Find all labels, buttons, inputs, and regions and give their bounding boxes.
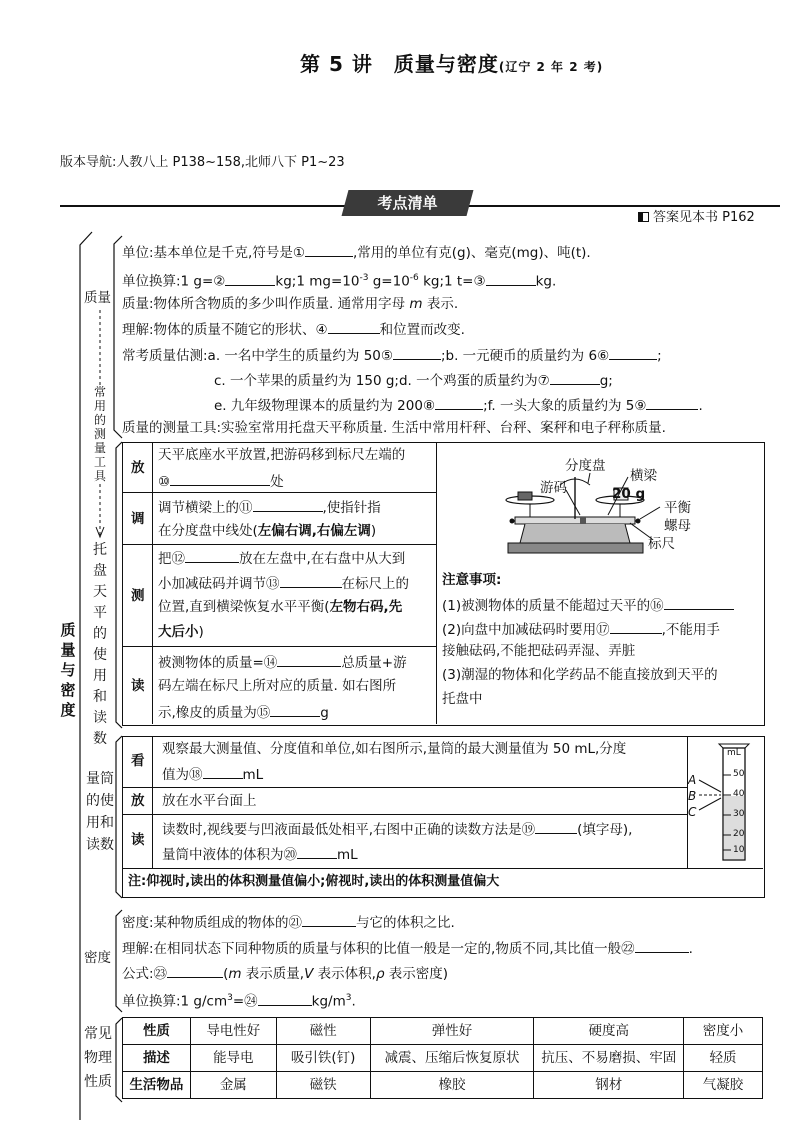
table-row [123, 1072, 763, 1099]
blank-3 [486, 272, 536, 286]
category-props: 常见物理性质 [84, 1026, 112, 1090]
cylinder-figure [685, 740, 763, 866]
step-place: 放 [131, 460, 145, 476]
density-formula: 公式:㉓ (m 表示质量,V 表示体积,ρ 表示密度) [122, 966, 449, 982]
category-cylinder: 量筒的使用和读数 [86, 771, 114, 853]
props-header: 导电性好 [190, 1018, 276, 1045]
cyl-tick-50: 50 [733, 769, 745, 779]
cyl-read-text-2: 量筒中液体的体积为⑳ mL [162, 847, 358, 863]
cyl-place-label: 放 [131, 793, 145, 809]
blank-20 [297, 845, 337, 859]
blank-15 [270, 703, 320, 717]
page-subtitle: (辽宁 2 年 2 考) [498, 60, 604, 74]
note-2-cont: 接触砝码,不能把砝码弄湿、弄脏 [442, 643, 636, 659]
blank-17 [610, 620, 662, 634]
blank-11 [253, 498, 323, 512]
step-place-text-2: ⑩ 处 [158, 474, 284, 490]
step-adjust-text-2: 在分度盘中线处(左偏右调,右偏左调) [158, 523, 377, 539]
density-conversion: 单位换算:1 $g/cm^3=㉔$ $kg/m^3$. [122, 993, 356, 1010]
cyl-read-text-1: 读数时,视线要与凹液面最低处相平,右图中正确的读数方法是⑲ (填字母), [162, 822, 633, 838]
props-header: 硬度高 [534, 1018, 684, 1045]
mass-estimate-line-1: 常考质量估测:a. 一名中学生的质量约为 50⑤ ;b. 一元硬币的质量约为 6⑥ ; [122, 348, 662, 364]
table-cell: 减震、压缩后恢复原状 [370, 1045, 534, 1072]
blank-5 [393, 346, 441, 360]
mass-estimate-line-2: c. 一个苹果的质量约为 150 g;d. 一个鸡蛋的质量约为⑦ g; [214, 373, 613, 389]
mass-understanding-line: 理解:物体的质量不随它的形状、④ 和位置而改变. [122, 322, 465, 338]
blank-14 [277, 653, 341, 667]
category-density: 密度 [84, 950, 111, 966]
step-place-text: 天平底座水平放置,把游码移到标尺左端的 [158, 447, 406, 463]
label-dial: 分度盘 [565, 458, 606, 474]
table-cell: 钢材 [534, 1072, 684, 1099]
section-banner: 考点清单 [342, 190, 474, 216]
note-1: (1)被测物体的质量不能超过天平的⑯ [442, 596, 734, 614]
blank-21 [302, 913, 356, 927]
step-read-text-3: 示,橡皮的质量为⑮ g [158, 705, 329, 721]
category-balance: 托盘天平的使用和读数 [93, 542, 107, 747]
blank-18 [203, 765, 243, 779]
props-header: 密度小 [684, 1018, 763, 1045]
mass-definition-line: 质量:物体所含物质的多少叫作质量. 通常用字母 m 表示. [122, 296, 459, 312]
blank-2 [225, 272, 275, 286]
cyl-tick-30: 30 [733, 809, 745, 819]
label-beam: 横梁 [630, 468, 657, 484]
blank-4 [328, 320, 380, 334]
density-definition: 密度:某种物质组成的物体的㉑ 与它的体积之比. [122, 915, 455, 931]
step-read: 读 [131, 678, 145, 694]
page-title: 第 5 讲 质量与密度(辽宁 2 年 2 考) [300, 52, 604, 76]
props-header: 性质 [123, 1018, 191, 1045]
note-3-cont: 托盘中 [442, 691, 483, 707]
cyl-label-b: B [688, 789, 697, 803]
label-rider: 游码 [540, 480, 567, 496]
category-root: 质量与密度 [60, 621, 76, 719]
cyl-label-a: A [688, 773, 697, 787]
note-2: (2)向盘中加减砝码时要用⑰ ,不能用手 [442, 622, 720, 638]
density-understanding: 理解:在相同状态下同种物质的质量与体积的比值一般是一定的,物质不同,其比值一般㉒ . [122, 941, 693, 957]
table-cell: 轻质 [684, 1045, 763, 1072]
blank-19 [535, 820, 577, 834]
step-measure-text-1: 把⑫ 放在左盘中,在右盘中从大到 [158, 551, 406, 567]
props-header: 弹性好 [370, 1018, 534, 1045]
mass-unit-line: 单位:基本单位是千克,符号是① ,常用的单位有克(g)、毫克(mg)、吨(t). [122, 245, 591, 261]
blank-22 [635, 939, 689, 953]
step-measure-text-2: 小加减砝码并调节⑬ 在标尺上的 [158, 576, 409, 592]
answer-reference: 答案见本书 P162 [638, 210, 755, 226]
category-mass: 质量 [84, 290, 111, 306]
blank-24 [258, 992, 312, 1006]
table-cell: 橡胶 [370, 1072, 534, 1099]
label-weight: 20 g [612, 486, 646, 502]
version-nav: 版本导航:人教八上 P138~158,北师八下 P1~23 [60, 155, 345, 170]
blank-7 [550, 371, 600, 385]
cyl-read-label: 读 [131, 832, 145, 848]
label-nut-1: 平衡 [664, 500, 691, 516]
blank-16 [664, 596, 734, 610]
table-cell: 吸引铁(钉) [276, 1045, 370, 1072]
blank-10 [170, 472, 270, 486]
properties-table [122, 1017, 763, 1099]
note-3: (3)潮湿的物体和化学药品不能直接放到天平的 [442, 667, 718, 683]
label-scale: 标尺 [648, 536, 675, 552]
step-read-text-1: 被测物体的质量=⑭ 总质量+游 [158, 655, 407, 671]
label-nut-2: 螺母 [664, 518, 691, 534]
table-cell: 描述 [123, 1045, 191, 1072]
blank-23 [167, 964, 223, 978]
mass-conversion-line: 单位换算:1 g=② kg;1 $mg=10^{-3}$ $g=10^{-6}$ kg;1 t=③ kg. [122, 273, 557, 290]
table-cell: 金属 [190, 1072, 276, 1099]
blank-8 [435, 396, 483, 410]
blank-9 [646, 396, 698, 410]
cyl-look-label: 看 [131, 753, 145, 769]
step-adjust-text: 调节横梁上的⑪ ,使指针指 [158, 500, 381, 516]
blank-13 [280, 574, 342, 588]
blank-12 [185, 549, 239, 563]
mass-tools-line: 质量的测量工具:实验室常用托盘天平称质量. 生活中常用杆秤、台秤、案秤和电子秤称质量. [122, 420, 666, 436]
category-tools: 常用的测量工具 [90, 385, 110, 483]
blank-1 [305, 243, 353, 257]
table-cell: 气凝胶 [684, 1072, 763, 1099]
cyl-tick-40: 40 [733, 789, 745, 799]
table-cell: 抗压、不易磨损、牢固 [534, 1045, 684, 1072]
table-cell: 能导电 [190, 1045, 276, 1072]
props-header-row [123, 1018, 763, 1045]
cyl-label-c: C [688, 805, 697, 819]
step-measure-text-4: 大后小) [158, 624, 204, 640]
cyl-tick-20: 20 [733, 829, 745, 839]
cyl-tick-10: 10 [733, 845, 745, 855]
cyl-note: 注:仰视时,读出的体积测量值偏小;俯视时,读出的体积测量值偏大 [128, 874, 500, 889]
props-header: 磁性 [276, 1018, 370, 1045]
table-cell: 生活物品 [123, 1072, 191, 1099]
step-measure: 测 [131, 588, 145, 604]
cyl-fig-unit: mL [727, 748, 741, 758]
step-adjust: 调 [131, 511, 145, 527]
mass-estimate-line-3: e. 九年级物理课本的质量约为 200⑧ ;f. 一头大象的质量约为 5⑨ . [214, 398, 703, 414]
cyl-look-text-1: 观察最大测量值、分度值和单位,如右图所示,量筒的最大测量值为 50 mL,分度 [162, 741, 627, 757]
cyl-place-text: 放在水平台面上 [162, 793, 257, 809]
blank-6 [609, 346, 657, 360]
cyl-look-text-2: 值为⑱ mL [162, 767, 264, 783]
table-cell: 磁铁 [276, 1072, 370, 1099]
step-measure-text-3: 位置,直到横梁恢复水平平衡(左物右码,先 [158, 599, 403, 615]
step-read-text-2: 码左端在标尺上所对应的质量. 如右图所 [158, 678, 397, 694]
table-row [123, 1045, 763, 1072]
notes-title: 注意事项: [442, 572, 502, 588]
